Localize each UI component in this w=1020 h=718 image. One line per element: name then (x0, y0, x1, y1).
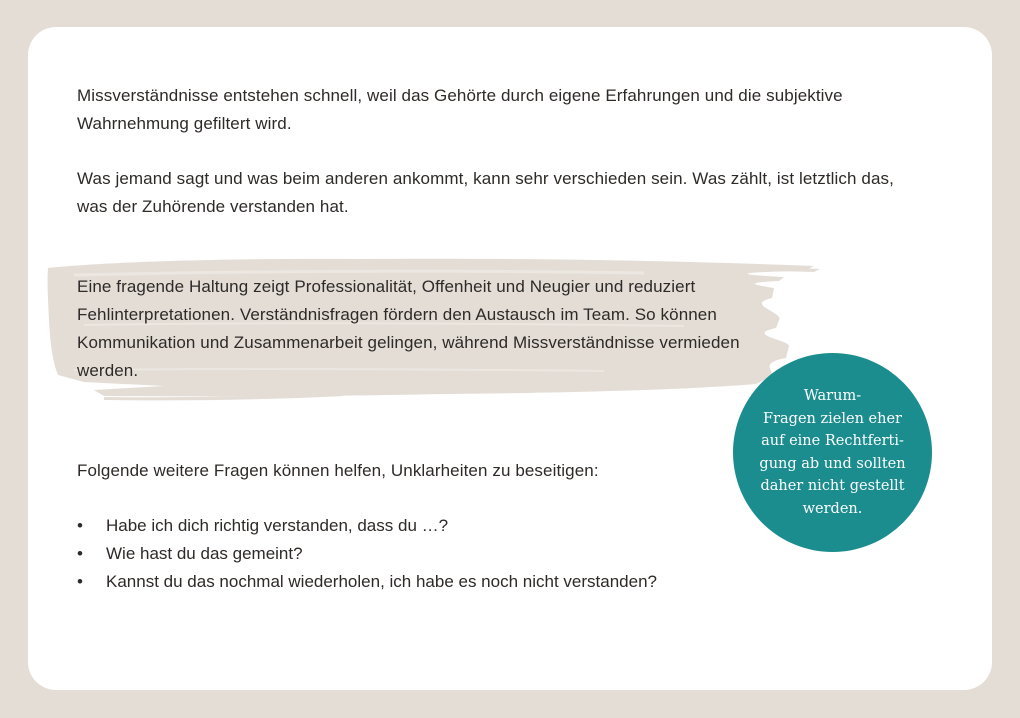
list-item (77, 512, 657, 540)
list-item-text: Habe ich dich richtig verstanden, dass du …? (106, 516, 449, 535)
callout-line: Fragen zielen eher (763, 410, 902, 427)
callout-text (753, 385, 913, 520)
highlight-paragraph: Eine fragende Haltung zeigt Professionalität, Offenheit und Neugier und reduziert Fehlinterpretationen. Verständnisfragen fördern den Austausch im Team. So können Kommunikation und Zusammenarbeit gelingen, während Missverständnisse vermieden werden. (77, 277, 740, 380)
bullet-marker: • (77, 544, 83, 563)
callout-line: daher nicht gestellt (760, 478, 905, 494)
question-list (77, 512, 657, 596)
callout-line: werden. (802, 500, 863, 517)
list-item (77, 540, 657, 568)
callout-line: Warum- (803, 388, 862, 404)
list-item-text: Kannst du das nochmal wiederholen, ich habe es noch nicht verstanden? (106, 572, 657, 591)
bullet-marker: • (77, 572, 83, 591)
callout-line: gung ab und sollten (759, 455, 906, 472)
second-paragraph: Was jemand sagt und was beim anderen ankommt, kann sehr verschieden sein. Was zählt, ist letztlich das, was der Zuhörende verstanden hat. (77, 169, 894, 216)
list-item-text: Wie hast du das gemeint? (106, 544, 303, 563)
callout-line: auf eine Rechtferti- (761, 433, 904, 449)
list-item (77, 568, 657, 596)
callout-circle (733, 353, 932, 552)
bullet-marker: • (77, 516, 83, 535)
questions-intro: Folgende weitere Fragen können helfen, Unklarheiten zu beseitigen: (77, 461, 599, 480)
intro-paragraph: Missverständnisse entstehen schnell, weil das Gehörte durch eigene Erfahrungen und die subjektive Wahrnehmung gefiltert wird. (77, 86, 843, 133)
